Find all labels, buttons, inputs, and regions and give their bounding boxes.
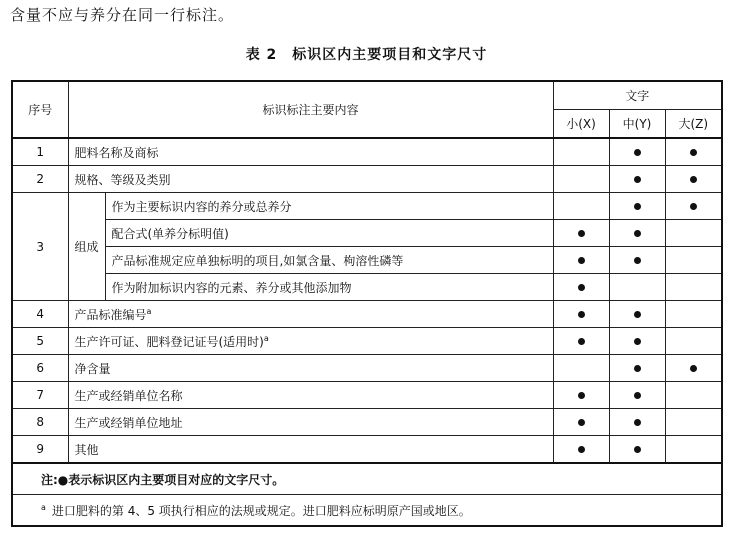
content-text: 作为附加标识内容的元素、养分或其他添加物	[111, 280, 352, 295]
size-large-cell	[665, 193, 722, 220]
row-seq: 9	[12, 436, 68, 464]
bullet-icon	[634, 446, 641, 453]
size-small-cell	[553, 436, 609, 464]
size-medium-cell	[609, 274, 665, 301]
table-row	[12, 409, 722, 436]
table-row	[12, 138, 722, 166]
footnote-ref: a	[263, 333, 269, 343]
bullet-icon	[578, 230, 585, 237]
content-text: 其他	[74, 442, 99, 457]
bullet-icon	[690, 203, 697, 210]
bullet-icon	[578, 257, 585, 264]
size-large-cell	[665, 301, 722, 328]
table-footnote-row	[12, 495, 722, 527]
bullet-icon	[634, 203, 641, 210]
size-small-cell	[553, 382, 609, 409]
header-large: 大(Z)	[665, 110, 722, 139]
table-row	[12, 274, 722, 301]
size-medium-cell	[609, 382, 665, 409]
size-small-cell	[553, 274, 609, 301]
table-row	[12, 328, 722, 355]
content-text: 规格、等级及类别	[74, 172, 171, 187]
size-large-cell	[665, 355, 722, 382]
header-medium: 中(Y)	[609, 110, 665, 139]
size-small-cell	[553, 409, 609, 436]
size-medium-cell	[609, 436, 665, 464]
size-small-cell	[553, 138, 609, 166]
size-large-cell	[665, 409, 722, 436]
content-label	[68, 409, 553, 436]
size-large-cell	[665, 220, 722, 247]
size-small-cell	[553, 247, 609, 274]
table-row	[12, 382, 722, 409]
content-text: 产品标准规定应单独标明的项目,如氯含量、枸溶性磷等	[111, 253, 404, 268]
row-seq: 8	[12, 409, 68, 436]
content-label	[105, 193, 553, 220]
bullet-icon	[578, 419, 585, 426]
content-text: 生产许可证、肥料登记证号(适用时)	[74, 334, 264, 349]
table-row	[12, 355, 722, 382]
table-row	[12, 436, 722, 464]
table-row	[12, 247, 722, 274]
bullet-icon	[578, 338, 585, 345]
footnote-ref: a	[146, 306, 152, 316]
size-medium-cell	[609, 138, 665, 166]
header-seq: 序号	[12, 81, 68, 138]
intro-text: 含量不应与养分在同一行标注。	[10, 6, 235, 24]
content-label	[105, 247, 553, 274]
size-medium-cell	[609, 166, 665, 193]
table-row	[12, 301, 722, 328]
size-small-cell	[553, 193, 609, 220]
bullet-icon	[578, 311, 585, 318]
bullet-icon	[578, 284, 585, 291]
table-row	[12, 220, 722, 247]
content-label	[105, 220, 553, 247]
bullet-icon	[634, 392, 641, 399]
header-content: 标识标注主要内容	[68, 81, 553, 138]
content-text: 配合式(单养分标明值)	[111, 226, 229, 241]
size-small-cell	[553, 355, 609, 382]
size-large-cell	[665, 328, 722, 355]
content-label	[68, 301, 553, 328]
size-large-cell	[665, 166, 722, 193]
size-small-cell	[553, 166, 609, 193]
bullet-icon	[690, 365, 697, 372]
content-text: 净含量	[74, 361, 111, 376]
row-seq: 4	[12, 301, 68, 328]
table-caption: 表 2 标识区内主要项目和文字尺寸	[245, 47, 488, 63]
bullet-icon	[634, 176, 641, 183]
content-text: 生产或经销单位地址	[74, 415, 183, 430]
bullet-icon	[634, 230, 641, 237]
size-medium-cell	[609, 193, 665, 220]
bullet-icon	[634, 419, 641, 426]
row-seq: 2	[12, 166, 68, 193]
row-seq: 3	[12, 193, 68, 301]
table-row	[12, 193, 722, 220]
row-seq: 7	[12, 382, 68, 409]
table-footnote	[12, 495, 722, 527]
content-label	[68, 166, 553, 193]
bullet-icon	[578, 392, 585, 399]
content-label	[68, 328, 553, 355]
group-label: 组成	[68, 193, 105, 301]
content-label	[68, 382, 553, 409]
bullet-icon	[634, 149, 641, 156]
content-text: 肥料名称及商标	[74, 145, 159, 160]
content-label	[68, 138, 553, 166]
size-medium-cell	[609, 220, 665, 247]
size-large-cell	[665, 138, 722, 166]
size-large-cell	[665, 247, 722, 274]
size-small-cell	[553, 301, 609, 328]
table-row	[12, 166, 722, 193]
footnote-text: 进口肥料的第 4、5 项执行相应的法规或规定。进口肥料应标明原产国或地区。	[51, 503, 471, 518]
content-text: 产品标准编号	[74, 307, 147, 322]
size-medium-cell	[609, 355, 665, 382]
content-text: 生产或经销单位名称	[74, 388, 183, 403]
bullet-icon	[634, 338, 641, 345]
bullet-icon	[634, 311, 641, 318]
size-medium-cell	[609, 301, 665, 328]
size-large-cell	[665, 436, 722, 464]
content-label	[68, 355, 553, 382]
row-seq: 6	[12, 355, 68, 382]
table-note: 注:●表示标识区内主要项目对应的文字尺寸。	[12, 463, 722, 495]
content-label	[68, 436, 553, 464]
row-seq: 1	[12, 138, 68, 166]
bullet-icon	[690, 149, 697, 156]
size-large-cell	[665, 274, 722, 301]
footnote-mark: a	[41, 502, 46, 512]
header-small: 小(X)	[553, 110, 609, 139]
bullet-icon	[578, 446, 585, 453]
size-large-cell	[665, 382, 722, 409]
row-seq: 5	[12, 328, 68, 355]
size-medium-cell	[609, 247, 665, 274]
bullet-icon	[634, 257, 641, 264]
text-size-table	[11, 80, 723, 527]
size-medium-cell	[609, 328, 665, 355]
bullet-icon	[634, 365, 641, 372]
size-small-cell	[553, 220, 609, 247]
bullet-icon	[690, 176, 697, 183]
content-text: 作为主要标识内容的养分或总养分	[111, 199, 292, 214]
size-small-cell	[553, 328, 609, 355]
table-note-row	[12, 463, 722, 495]
header-text-size: 文字	[553, 81, 722, 110]
content-label	[105, 274, 553, 301]
size-medium-cell	[609, 409, 665, 436]
